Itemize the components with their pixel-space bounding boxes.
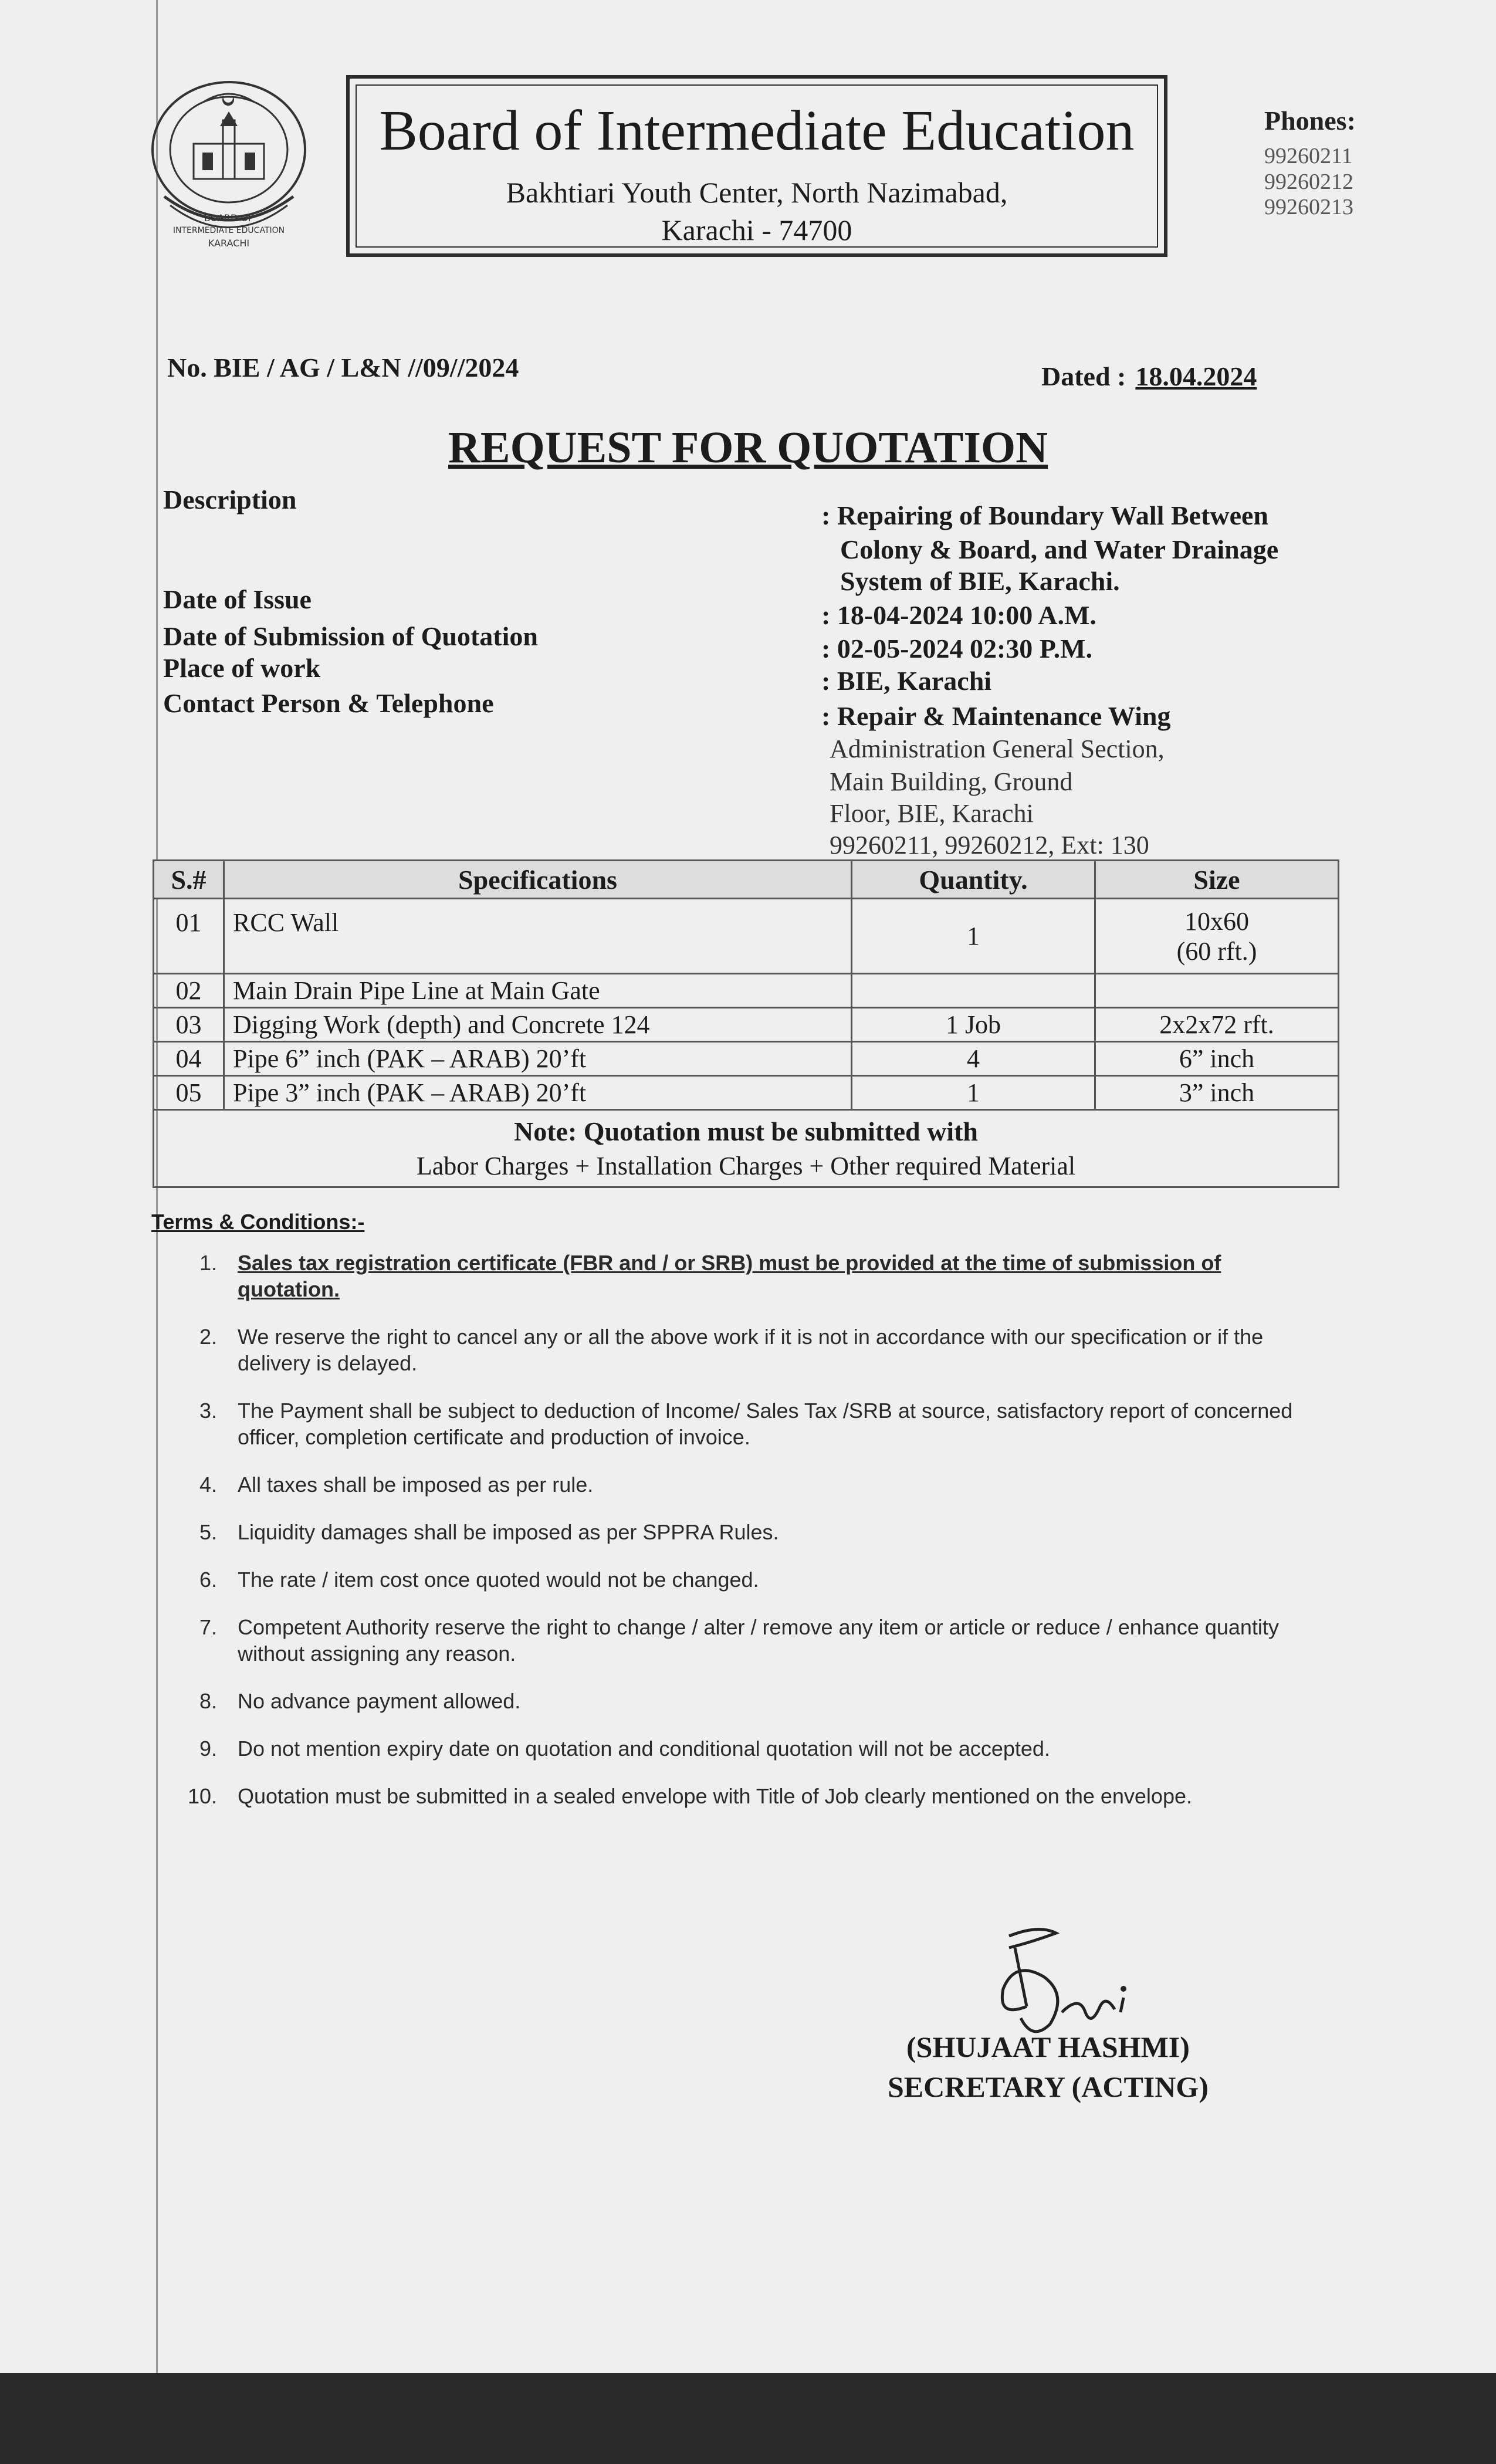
list-item: 2. We reserve the right to cancel any or all the above work if it is not in accordance with our specification or if the delivery is delayed.	[199, 1325, 1264, 1375]
cell-size: 6” inch	[1095, 1042, 1339, 1076]
logo-text-bottom: KARACHI	[208, 238, 250, 249]
phone-number: 99260211	[1264, 143, 1353, 168]
cell-qty: 1 Job	[852, 1008, 1095, 1042]
phone-number: 99260212	[1264, 169, 1353, 194]
phones-block	[1264, 106, 1356, 221]
list-item: 5. Liquidity damages shall be imposed as per SPPRA Rules.	[199, 1520, 779, 1544]
letterhead-box	[346, 75, 1167, 257]
table-note-bold: Note: Quotation must be submitted with	[514, 1116, 978, 1146]
description-value-line: Colony & Board, and Water Drainage	[840, 534, 1279, 564]
table-row	[154, 1008, 1339, 1042]
phones-label: Phones:	[1264, 106, 1356, 136]
description-value-line: System of BIE, Karachi.	[840, 566, 1120, 596]
description-label: Description	[163, 485, 297, 515]
contact-person-value: : Repair & Maintenance Wing	[821, 701, 1171, 731]
cell-qty	[852, 974, 1095, 1008]
cell-qty: 4	[852, 1042, 1095, 1076]
contact-person-label: Contact Person & Telephone	[163, 688, 494, 718]
list-item: 8. No advance payment allowed.	[199, 1689, 521, 1713]
document-title: REQUEST FOR QUOTATION	[448, 423, 1048, 472]
term-text: Do not mention expiry date on quotation and conditional quotation will not be accepted.	[238, 1737, 1050, 1761]
signatory-designation: SECRETARY (ACTING)	[888, 2070, 1209, 2103]
bie-logo-emblem	[147, 79, 311, 255]
dated-block	[1041, 361, 1257, 392]
phone-number: 99260213	[1264, 195, 1353, 220]
table-note-row	[154, 1110, 1339, 1187]
table-header-row	[154, 861, 1339, 899]
description-value-line: : Repairing of Boundary Wall Between	[821, 500, 1269, 530]
term-text: Liquidity damages shall be imposed as per SPPRA Rules.	[238, 1520, 779, 1544]
cell-spec: Pipe 6” inch (PAK – ARAB) 20’ft	[224, 1042, 852, 1076]
list-item: 7. Competent Authority reserve the right to change / alter / remove any item or article or reduce / enhance quantity without assigning any reason.	[199, 1615, 1279, 1666]
logo-text-top: BOARD OF	[204, 212, 254, 224]
term-text: The rate / item cost once quoted would not be changed.	[238, 1568, 759, 1592]
list-item: 4. All taxes shall be imposed as per rule.	[199, 1473, 594, 1497]
cell-size: 2x2x72 rft.	[1095, 1008, 1339, 1042]
table-note-plain: Labor Charges + Installation Charges + Other required Material	[416, 1151, 1076, 1180]
cell-spec: Digging Work (depth) and Concrete 124	[224, 1008, 852, 1042]
terms-heading: Terms & Conditions:-	[151, 1210, 365, 1234]
list-item: 10. Quotation must be submitted in a sealed envelope with Title of Job clearly mentioned on the envelope.	[187, 1784, 1192, 1808]
logo-text-mid: INTERMEDIATE EDUCATION	[172, 226, 285, 235]
term-text: Quotation must be submitted in a sealed envelope with Title of Job clearly mentioned on the envelope.	[238, 1784, 1192, 1808]
place-of-work-label: Place of work	[163, 653, 321, 683]
table-row	[154, 974, 1339, 1008]
term-text: Sales tax registration certificate (FBR and / or SRB) must be provided at the time of submission of quotation.	[238, 1251, 1221, 1301]
submission-date-value: : 02-05-2024 02:30 P.M.	[821, 634, 1093, 664]
signatory-name: (SHUJAAT HASHMI)	[906, 2030, 1190, 2063]
term-text: All taxes shall be imposed as per rule.	[238, 1473, 594, 1497]
organization-address-line1: Bakhtiari Youth Center, North Nazimabad,	[506, 176, 1008, 209]
cell-sn: 02	[154, 974, 224, 1008]
table-row	[154, 1076, 1339, 1110]
column-header-size: Size	[1095, 861, 1339, 899]
column-header-quantity: Quantity.	[852, 861, 1095, 899]
cell-qty: 1	[852, 899, 1095, 974]
cell-size: 3” inch	[1095, 1076, 1339, 1110]
cell-size-line: (60 rft.)	[1176, 936, 1257, 966]
list-item: 1. Sales tax registration certificate (FBR and / or SRB) must be provided at the time of submission of quotation.	[199, 1251, 1221, 1301]
term-text: No advance payment allowed.	[238, 1689, 521, 1713]
reference-number: No. BIE / AG / L&N //09//2024	[167, 353, 519, 383]
table-note	[154, 1110, 1339, 1187]
cell-sn: 01	[154, 899, 224, 974]
contact-line: Administration General Section,	[830, 735, 1165, 763]
issue-date-value: : 18-04-2024 10:00 A.M.	[821, 600, 1096, 630]
cell-spec: Main Drain Pipe Line at Main Gate	[224, 974, 852, 1008]
submission-date-label: Date of Submission of Quotation	[163, 621, 538, 651]
term-text: The Payment shall be subject to deduction of Income/ Sales Tax /SRB at source, satisfactory report of concerned officer, completion certificate and production of invoice.	[238, 1399, 1293, 1449]
column-header-specifications: Specifications	[224, 861, 852, 899]
issue-date-label: Date of Issue	[163, 584, 312, 614]
cell-size-line: 10x60	[1184, 906, 1249, 936]
table-row	[154, 1042, 1339, 1076]
column-header-sn: S.#	[154, 861, 224, 899]
specifications-table	[153, 859, 1339, 1188]
organization-name: Board of Intermediate Education	[379, 99, 1135, 163]
contact-line: Floor, BIE, Karachi	[830, 799, 1034, 828]
list-item: 6. The rate / item cost once quoted would not be changed.	[199, 1568, 759, 1592]
cell-spec: RCC Wall	[224, 899, 852, 974]
cell-size	[1095, 974, 1339, 1008]
table-row	[154, 899, 1339, 974]
organization-address-line2: Karachi - 74700	[661, 214, 852, 246]
cell-qty: 1	[852, 1076, 1095, 1110]
dated-label: Dated :	[1041, 361, 1126, 391]
list-item: 9. Do not mention expiry date on quotation and conditional quotation will not be accepted.	[199, 1737, 1050, 1761]
contact-line: Main Building, Ground	[830, 767, 1073, 796]
dated-value: 18.04.2024	[1135, 361, 1257, 391]
cell-size	[1095, 899, 1339, 974]
cell-sn: 05	[154, 1076, 224, 1110]
contact-line: 99260211, 99260212, Ext: 130	[830, 831, 1149, 859]
term-text: Competent Authority reserve the right to change / alter / remove any item or article or reduce / enhance quantity without assigning any reason.	[238, 1615, 1279, 1666]
cell-spec: Pipe 3” inch (PAK – ARAB) 20’ft	[224, 1076, 852, 1110]
list-item: 3. The Payment shall be subject to deduction of Income/ Sales Tax /SRB at source, satisfactory report of concerned officer, completion certificate and production of invoice.	[199, 1399, 1293, 1449]
cell-sn: 03	[154, 1008, 224, 1042]
terms-list	[176, 1250, 1326, 1830]
cell-sn: 04	[154, 1042, 224, 1076]
term-text: We reserve the right to cancel any or all the above work if it is not in accordance with our specification or if the delivery is delayed.	[238, 1325, 1264, 1375]
place-of-work-value: : BIE, Karachi	[821, 666, 992, 696]
